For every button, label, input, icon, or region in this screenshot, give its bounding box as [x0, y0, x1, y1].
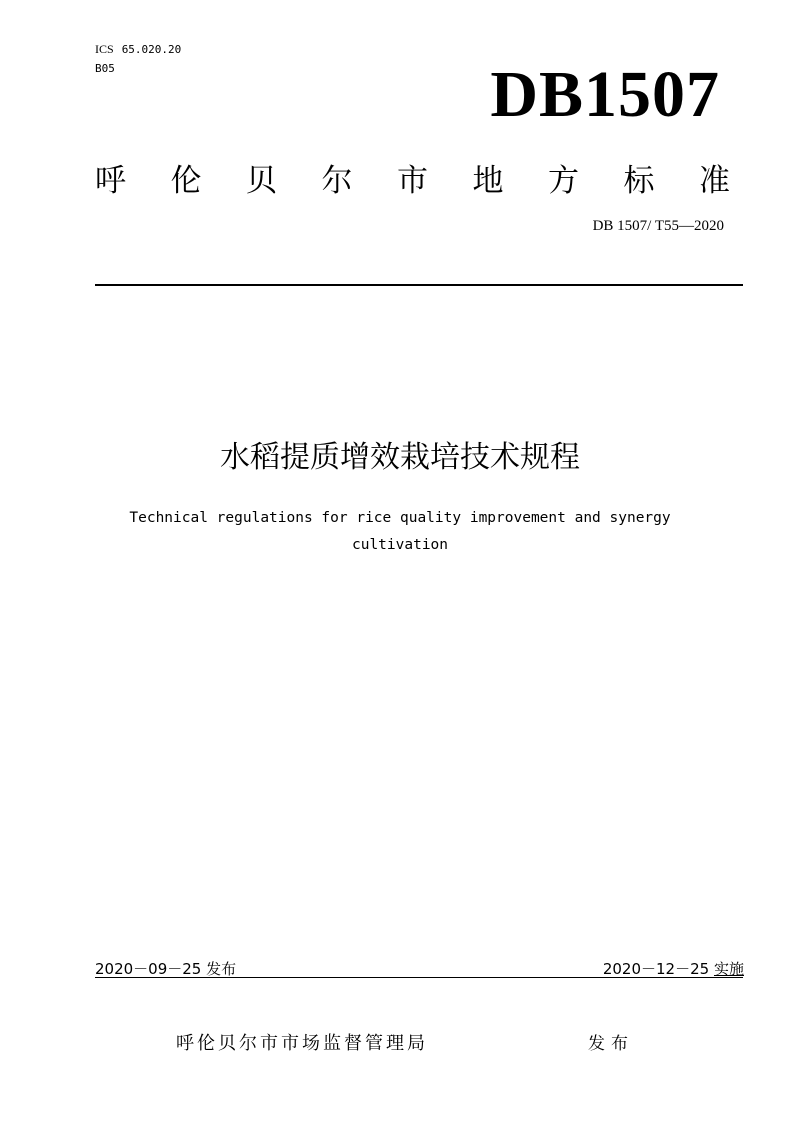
standard-type-char: 贝	[246, 163, 277, 199]
issue-label: 发布	[588, 1034, 634, 1054]
issuing-authority: 呼伦贝尔市市场监督管理局	[176, 1033, 428, 1054]
title-english-line: Technical regulations for rice quality improvement and synergy	[129, 510, 671, 526]
implementation-date	[603, 958, 744, 979]
ccs-code: B05	[95, 62, 115, 75]
standard-number: DB 1507/ T55—2020	[592, 218, 724, 234]
document-title-english	[100, 505, 700, 559]
title-english-line: cultivation	[351, 537, 449, 553]
db-code: DB1507	[490, 58, 720, 131]
standard-type-char: 尔	[321, 163, 353, 199]
implementation-label: 实施	[713, 960, 744, 978]
implementation-date-value: 2020－12－25	[602, 960, 710, 978]
header-divider	[95, 284, 743, 286]
standard-type-char: 市	[397, 163, 428, 199]
ics-number: 65.020.20	[121, 43, 182, 56]
document-title-chinese: 水稻提质增效栽培技术规程	[220, 440, 580, 475]
standard-type-char: 伦	[170, 163, 202, 199]
ics-label: ICS	[95, 42, 114, 56]
issue-date: 2020－09－25 发布	[95, 960, 237, 978]
standard-type-char: 呼	[95, 163, 126, 199]
standard-type-char: 方	[548, 163, 579, 199]
ics-classification	[95, 42, 181, 57]
standard-type-char: 准	[699, 163, 730, 199]
standard-type-char: 标	[623, 163, 655, 199]
standard-type	[95, 155, 730, 200]
standard-type-char: 地	[472, 163, 504, 199]
footer-divider	[95, 977, 743, 978]
